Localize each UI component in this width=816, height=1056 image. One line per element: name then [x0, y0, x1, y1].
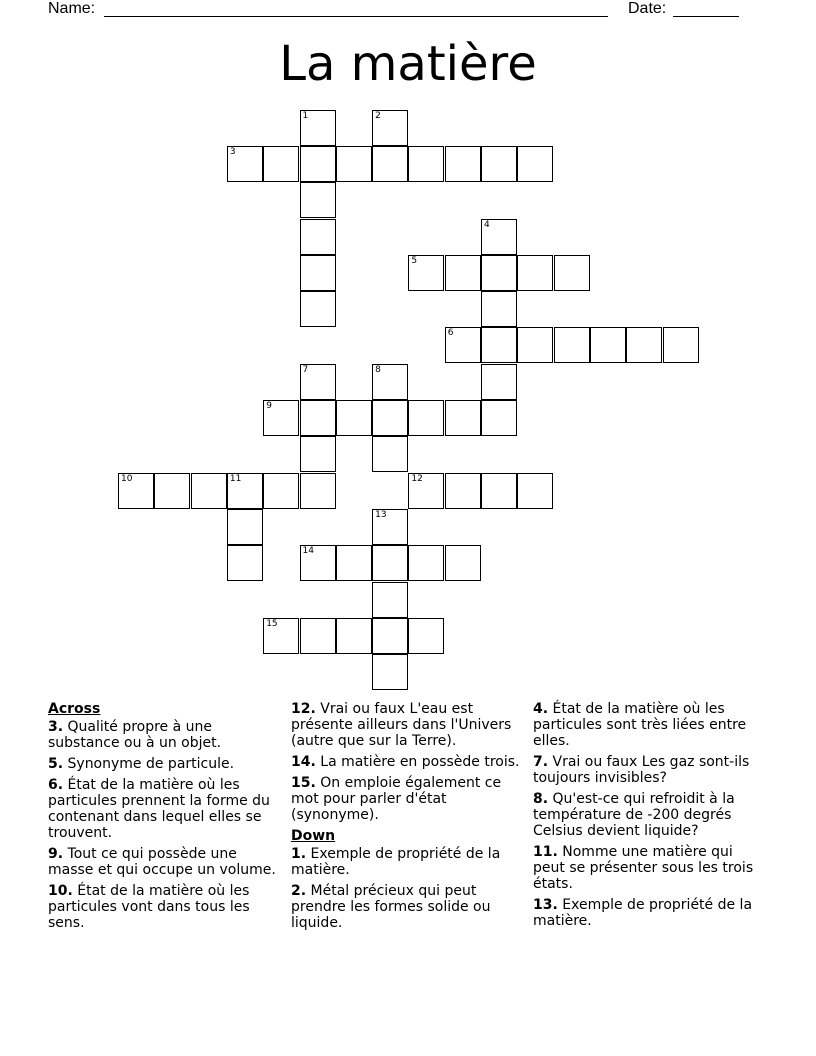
- clue-down-2: 2. Métal précieux qui peut prendre les formes solide ou liquide.: [291, 883, 491, 931]
- grid-cell[interactable]: [445, 545, 481, 581]
- grid-cell[interactable]: [445, 473, 481, 509]
- grid-cell[interactable]: [408, 146, 444, 182]
- grid-cell[interactable]: [554, 255, 590, 291]
- name-label: Name:: [48, 0, 96, 17]
- grid-cell[interactable]: [372, 618, 408, 654]
- clue-number: 4: [484, 219, 490, 230]
- clue-number: 12: [411, 473, 423, 484]
- grid-cell[interactable]: [300, 400, 336, 436]
- clue-across-14: 14. La matière en possède trois.: [291, 754, 520, 770]
- grid-cell[interactable]: [300, 219, 336, 255]
- grid-cell[interactable]: [372, 436, 408, 472]
- clue-down-11: 11. Nomme une matière qui peut se présenter sous les trois états.: [533, 844, 754, 892]
- clue-number: 15: [266, 618, 278, 629]
- grid-cell[interactable]: [517, 146, 553, 182]
- grid-cell[interactable]: [481, 291, 517, 327]
- grid-cell[interactable]: [300, 473, 336, 509]
- clue-number: 5: [411, 255, 418, 266]
- clue-across-10: 10. État de la matière où les particules vont dans tous les sens.: [48, 883, 250, 931]
- grid-cell[interactable]: [263, 618, 299, 654]
- grid-cell[interactable]: [517, 473, 553, 509]
- grid-cell[interactable]: [626, 327, 662, 363]
- clue-down-1: 1. Exemple de propriété de la matière.: [291, 846, 501, 878]
- clue-number: 7: [302, 364, 309, 375]
- grid-cell[interactable]: [408, 473, 444, 509]
- date-label: Date:: [628, 0, 667, 17]
- clue-number: 2: [375, 110, 381, 121]
- clue-number: 10: [121, 473, 133, 484]
- grid-cell[interactable]: [336, 146, 372, 182]
- clue-number: 13: [375, 509, 387, 520]
- grid-cell[interactable]: [372, 110, 408, 146]
- grid-cell[interactable]: [481, 219, 517, 255]
- grid-cell[interactable]: [408, 400, 444, 436]
- grid-cell[interactable]: [227, 545, 263, 581]
- grid-cell[interactable]: [300, 182, 336, 218]
- grid-cell[interactable]: [336, 618, 372, 654]
- grid-cell[interactable]: [554, 327, 590, 363]
- grid-cell[interactable]: [336, 545, 372, 581]
- clue-across-3: 3. Qualité propre à une substance ou à un objet.: [48, 719, 222, 751]
- grid-cell[interactable]: [227, 473, 263, 509]
- grid-cell[interactable]: [372, 146, 408, 182]
- grid-cell[interactable]: [300, 364, 336, 400]
- clue-across-12: 12. Vrai ou faux L'eau est présente ailleurs dans l'Univers (autre que sur la Terre).: [291, 701, 512, 749]
- grid-cell[interactable]: [263, 473, 299, 509]
- grid-cell[interactable]: [372, 545, 408, 581]
- clue-across-15: 15. On emploie également ce mot pour parler d'état (synonyme).: [291, 775, 502, 823]
- grid-cell[interactable]: [445, 327, 481, 363]
- grid-cell[interactable]: [300, 436, 336, 472]
- grid-cell[interactable]: [408, 618, 444, 654]
- grid-cell[interactable]: [300, 545, 336, 581]
- grid-cell[interactable]: [481, 364, 517, 400]
- grid-cell[interactable]: [517, 255, 553, 291]
- grid-cell[interactable]: [300, 110, 336, 146]
- grid-cell[interactable]: [227, 509, 263, 545]
- grid-cell[interactable]: [663, 327, 699, 363]
- clue-across-6: 6. État de la matière où les particules prennent la forme du contenant dans lequel elles se trouvent.: [48, 777, 270, 841]
- grid-cell[interactable]: [372, 654, 408, 690]
- grid-cell[interactable]: [481, 400, 517, 436]
- clue-number: 9: [266, 401, 272, 411]
- grid-cell[interactable]: [481, 327, 517, 363]
- clue-number: 14: [302, 546, 314, 557]
- grid-cell[interactable]: [372, 364, 408, 400]
- clues-column-1: [48, 701, 284, 936]
- grid-cell[interactable]: [300, 146, 336, 182]
- clue-number: 11: [229, 473, 242, 484]
- grid-cell[interactable]: [300, 255, 336, 291]
- grid-cell[interactable]: [590, 327, 626, 363]
- page-title: La matière: [279, 36, 537, 92]
- grid-cell[interactable]: [517, 327, 553, 363]
- grid-cell[interactable]: [300, 618, 336, 654]
- clue-across-5: 5. Synonyme de particule.: [48, 756, 235, 772]
- grid-cell[interactable]: [372, 582, 408, 618]
- grid-cell[interactable]: [263, 400, 299, 436]
- grid-cell[interactable]: [445, 255, 481, 291]
- grid-cell[interactable]: [445, 400, 481, 436]
- clue-number: 6: [447, 328, 454, 339]
- grid-cell[interactable]: [445, 146, 481, 182]
- grid-cell[interactable]: [154, 473, 190, 509]
- clue-down-8: 8. Qu'est-ce qui refroidit à la température de -200 degrés Celsius devient liquide?: [533, 791, 735, 839]
- clue-down-4: 4. État de la matière où les particules sont très liées entre elles.: [533, 701, 747, 749]
- clue-number: 3: [229, 146, 236, 157]
- grid-cell[interactable]: [481, 146, 517, 182]
- clues-column-2: [291, 701, 527, 936]
- clue-number: 1: [302, 110, 309, 121]
- grid-cell[interactable]: [336, 400, 372, 436]
- across-heading: Across: [48, 701, 101, 717]
- clue-across-9: 9. Tout ce qui possède une masse et qui occupe un volume.: [48, 846, 276, 878]
- grid-cell[interactable]: [408, 545, 444, 581]
- clues-column-3: [533, 701, 769, 934]
- grid-cell[interactable]: [191, 473, 227, 509]
- clue-number: 8: [375, 364, 381, 375]
- grid-cell[interactable]: [372, 509, 408, 545]
- grid-cell[interactable]: [300, 291, 336, 327]
- grid-cell[interactable]: [118, 473, 154, 509]
- grid-cell[interactable]: [481, 255, 517, 291]
- grid-cell[interactable]: [227, 146, 263, 182]
- down-heading: Down: [291, 828, 336, 844]
- grid-cell[interactable]: [408, 255, 444, 291]
- clue-down-13: 13. Exemple de propriété de la matière.: [533, 897, 753, 929]
- grid-cell[interactable]: [263, 146, 299, 182]
- grid-cell[interactable]: [481, 473, 517, 509]
- grid-cell[interactable]: [372, 400, 408, 436]
- clue-down-7: 7. Vrai ou faux Les gaz sont-ils toujours invisibles?: [533, 754, 750, 786]
